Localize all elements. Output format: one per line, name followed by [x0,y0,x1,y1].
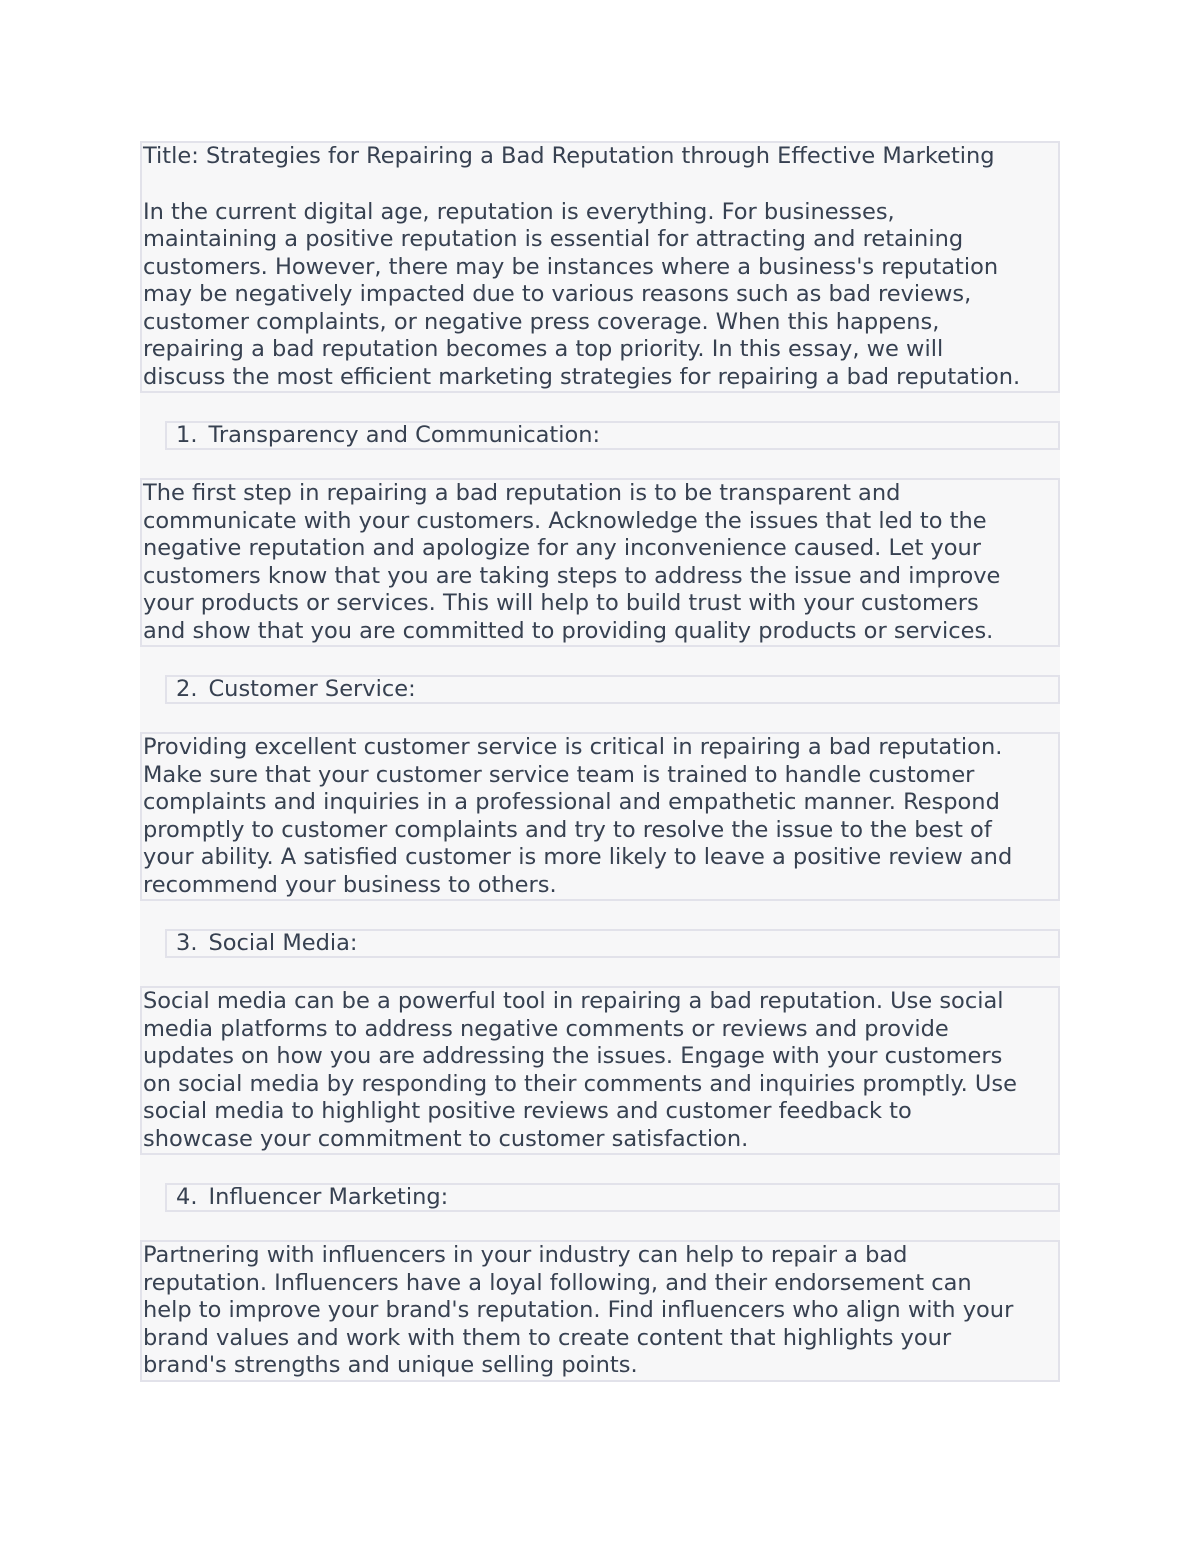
section-heading-text: Social Media: [208,930,358,956]
paragraph-line: customers know that you are taking steps to address the issue and improve [143,562,1001,589]
paragraph-line: reputation. Influencers have a loyal following, and their endorsement can [143,1269,972,1296]
intro-block [140,141,1060,393]
list-number: 4. [176,1184,198,1210]
section-paragraph-2 [140,732,1060,901]
intro-line: maintaining a positive reputation is essential for attracting and retaining [143,226,964,252]
intro-line: In the current digital age, reputation is everything. For businesses, [143,198,895,225]
paragraph-line: recommend your business to others. [143,871,557,898]
spacer [140,1212,1060,1240]
paragraph-line: social media to highlight positive reviews and customer feedback to [143,1098,912,1124]
paragraph-line: on social media by responding to their comments and inquiries promptly. Use [143,1070,1017,1097]
title-spacer [143,171,1057,199]
document-body [140,141,1060,1382]
section-heading-wrap [140,421,1060,450]
document-title: Title: Strategies for Repairing a Bad Reputation through Effective Marketing [143,143,995,169]
section-heading-text: Transparency and Communication: [208,422,601,448]
paragraph-line: Social media can be a powerful tool in repairing a bad reputation. Use social [143,988,1004,1014]
paragraph-line: updates on how you are addressing the issues. Engage with your customers [143,1043,1003,1069]
spacer [140,1155,1060,1183]
paragraph-line: Providing excellent customer service is critical in repairing a bad reputation. [143,734,1003,760]
section-paragraph-3 [140,986,1060,1155]
paragraph-line: help to improve your brand's reputation. Find influencers who align with your [143,1297,1014,1323]
spacer [140,450,1060,478]
list-number: 3. [176,930,198,956]
intro-line: customer complaints, or negative press coverage. When this happens, [143,308,940,335]
paragraph-line: media platforms to address negative comments or reviews and provide [143,1015,949,1042]
spacer [140,901,1060,929]
section-paragraph-4 [140,1240,1060,1382]
section-heading-2 [165,675,1060,704]
intro-line: customers. However, there may be instances where a business's reputation [143,253,999,280]
paragraph-line: The first step in repairing a bad reputation is to be transparent and [143,480,901,506]
paragraph-line: Make sure that your customer service team is trained to handle customer [143,761,975,788]
spacer [140,704,1060,732]
paragraph-line: showcase your commitment to customer satisfaction. [143,1125,749,1152]
section-heading-wrap [140,929,1060,958]
paragraph-line: promptly to customer complaints and try to resolve the issue to the best of [143,816,992,843]
section-heading-wrap [140,1183,1060,1212]
paragraph-line: your products or services. This will help to build trust with your customers [143,590,979,616]
section-heading-3 [165,929,1060,958]
section-heading-1 [165,421,1060,450]
section-paragraph-1 [140,478,1060,647]
intro-line: repairing a bad reputation becomes a top priority. In this essay, we will [143,336,944,362]
intro-line: discuss the most efficient marketing strategies for repairing a bad reputation. [143,363,1021,390]
paragraph-line: Partnering with influencers in your industry can help to repair a bad [143,1242,908,1268]
spacer [140,958,1060,986]
paragraph-line: your ability. A satisfied customer is more likely to leave a positive review and [143,844,1013,870]
spacer [140,647,1060,675]
section-heading-text: Customer Service: [208,676,416,702]
list-number: 1. [176,422,198,448]
list-number: 2. [176,676,198,702]
section-heading-text: Influencer Marketing: [208,1184,449,1210]
paragraph-line: communicate with your customers. Acknowledge the issues that led to the [143,507,987,534]
paragraph-line: and show that you are committed to providing quality products or services. [143,617,994,644]
paragraph-line: negative reputation and apologize for any inconvenience caused. Let your [143,535,982,561]
section-heading-wrap [140,675,1060,704]
spacer [140,393,1060,421]
intro-line: may be negatively impacted due to various reasons such as bad reviews, [143,281,972,307]
paragraph-line: complaints and inquiries in a professional and empathetic manner. Respond [143,789,1000,815]
section-heading-4 [165,1183,1060,1212]
paragraph-line: brand values and work with them to create content that highlights your [143,1324,952,1351]
paragraph-line: brand's strengths and unique selling points. [143,1352,638,1378]
